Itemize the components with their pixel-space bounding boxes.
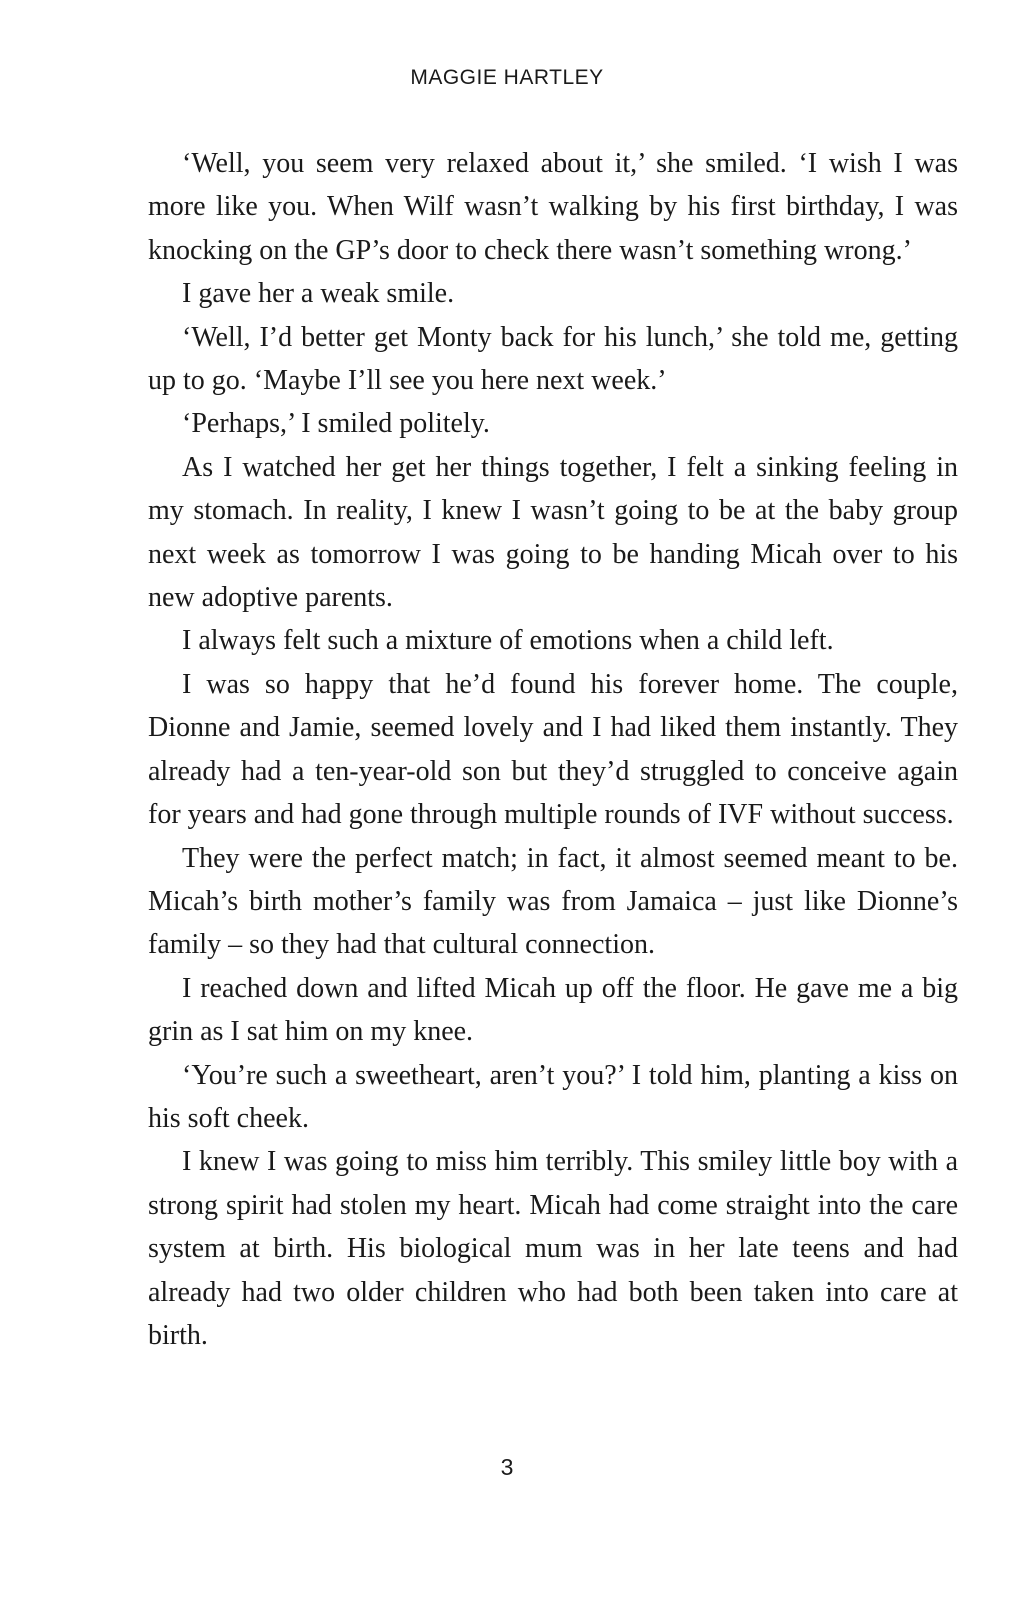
paragraph: They were the perfect match; in fact, it almost seemed meant to be. Micah’s birth mother’s family was from Jamaica – just like Dionne’s family – so they had that cultural connection.: [148, 842, 958, 961]
paragraph: ‘Perhaps,’ I smiled politely.: [182, 408, 490, 440]
paragraph: ‘Well, I’d better get Monty back for his lunch,’ she told me, getting up to go. ‘Maybe I’ll see you here next week.’: [148, 321, 958, 397]
paragraph: As I watched her get her things together, I felt a sinking feeling in my stomach. In reality, I knew I wasn’t going to be at the baby group next week as tomorrow I was going to be handing Micah over to his new adoptive parents.: [148, 451, 958, 614]
running-head: MAGGIE HARTLEY: [410, 66, 604, 89]
paragraph: ‘You’re such a sweetheart, aren’t you?’ I told him, planting a kiss on his soft cheek.: [148, 1059, 958, 1134]
page-number: 3: [500, 1454, 514, 1480]
body-text: [148, 142, 958, 1357]
paragraph: I gave her a weak smile.: [182, 278, 455, 310]
paragraph: I reached down and lifted Micah up off the floor. He gave me a big grin as I sat him on my knee.: [148, 972, 958, 1048]
paragraph: I always felt such a mixture of emotions when a child left.: [182, 625, 834, 657]
paragraph: I was so happy that he’d found his forever home. The couple, Dionne and Jamie, seemed lovely and I had liked them instantly. They already had a ten-year-old son but they’d struggled to conceive again for years and had gone through multiple rounds of IVF without success.: [148, 668, 958, 831]
paragraph: I knew I was going to miss him terribly. This smiley little boy with a strong spirit had stolen my heart. Micah had come straight into the care system at birth. His biological mum was in her late teens and had already had two older children who had both been taken into care at birth.: [148, 1146, 958, 1351]
paragraph: ‘Well, you seem very relaxed about it,’ she smiled. ‘I wish I was more like you. When Wilf wasn’t walking by his first birthday, I was knocking on the GP’s door to check there wasn’t something wrong.’: [148, 148, 958, 266]
